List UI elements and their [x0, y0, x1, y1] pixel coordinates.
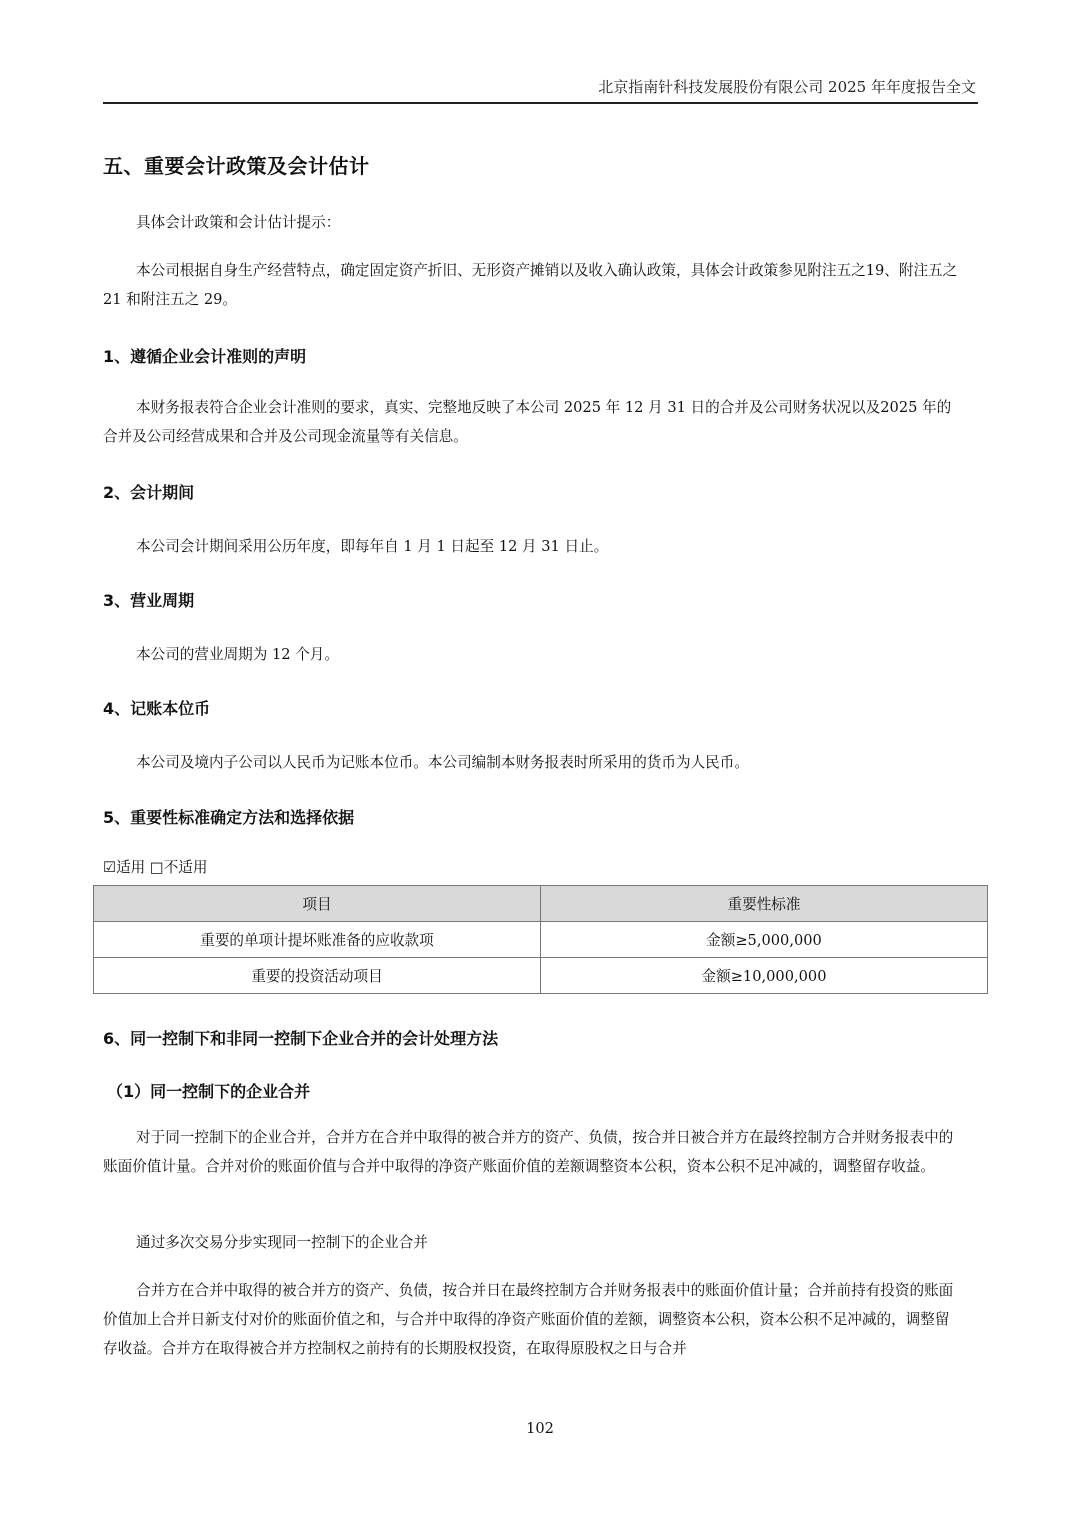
running-header: 北京指南针科技发展股份有限公司 2025 年年度报告全文 — [598, 78, 976, 96]
page-number: 102 — [526, 1420, 554, 1437]
standards-statement-paragraph: 本财务报表符合企业会计准则的要求，真实、完整地反映了本公司 2025 年 12 月 31 日的合并及公司财务状况以及2025 年的合并及公司经营成果和合并及公司现金流量等有关信息。 — [103, 399, 952, 445]
heading-operating-cycle: 3、营业周期 — [103, 591, 195, 610]
policy-intro-paragraph: 本公司根据自身生产经营特点，确定固定资产折旧、无形资产摊销以及收入确认政策，具体会计政策参见附注五之19、附注五之 21 和附注五之 29。 — [103, 262, 958, 308]
stepwise-combination-paragraph: 合并方在合并中取得的被合并方的资产、负债，按合并日在最终控制方合并财务报表中的账面价值计量；合并前持有投资的账面价值加上合并日新支付对价的账面价值之和，与合并中取得的净资产账面价值的差额，调整资本公积，资本公积不足冲减的，调整留存收益。合并方在取得被合并方控制权之前持有的长期股权投资，在取得原股权之日与合并 — [103, 1282, 954, 1357]
table-cell: 金额≥5,000,000 — [541, 922, 988, 958]
table-cell: 重要的投资活动项目 — [94, 958, 541, 994]
table-row — [94, 958, 988, 994]
applicability-checkbox-line: ☑适用 □不适用 — [103, 859, 208, 876]
heading-functional-currency: 4、记账本位币 — [103, 699, 211, 718]
table-row — [94, 922, 988, 958]
table-header-row — [94, 886, 988, 922]
common-control-paragraph: 对于同一控制下的企业合并，合并方在合并中取得的被合并方的资产、负债，按合并日被合并方在最终控制方合并财务报表中的账面价值计量。合并对价的账面价值与合并中取得的净资产账面价值的差额调整资本公积，资本公积不足冲减的，调整留存收益。 — [103, 1129, 954, 1175]
column-header-item: 项目 — [94, 886, 541, 922]
subheading-common-control: （1）同一控制下的企业合并 — [107, 1082, 311, 1101]
materiality-table — [93, 885, 988, 994]
stepwise-combination-heading: 通过多次交易分步实现同一控制下的企业合并 — [136, 1234, 428, 1251]
column-header-standard: 重要性标准 — [541, 886, 988, 922]
table-cell: 重要的单项计提坏账准备的应收款项 — [94, 922, 541, 958]
table-cell: 金额≥10,000,000 — [541, 958, 988, 994]
policy-hint: 具体会计政策和会计估计提示： — [136, 214, 341, 231]
accounting-period-paragraph: 本公司会计期间采用公历年度，即每年自 1 月 1 日起至 12 月 31 日止。 — [136, 538, 609, 555]
header-divider — [103, 102, 978, 104]
heading-accounting-period: 2、会计期间 — [103, 483, 195, 502]
heading-standards-statement: 1、遵循企业会计准则的声明 — [103, 347, 307, 366]
operating-cycle-paragraph: 本公司的营业周期为 12 个月。 — [136, 646, 339, 663]
section-title: 五、重要会计政策及会计估计 — [103, 154, 370, 178]
functional-currency-paragraph: 本公司及境内子公司以人民币为记账本位币。本公司编制本财务报表时所采用的货币为人民币。 — [136, 754, 749, 771]
heading-business-combination: 6、同一控制下和非同一控制下企业合并的会计处理方法 — [103, 1029, 499, 1048]
heading-materiality-standard: 5、重要性标准确定方法和选择依据 — [103, 808, 355, 827]
